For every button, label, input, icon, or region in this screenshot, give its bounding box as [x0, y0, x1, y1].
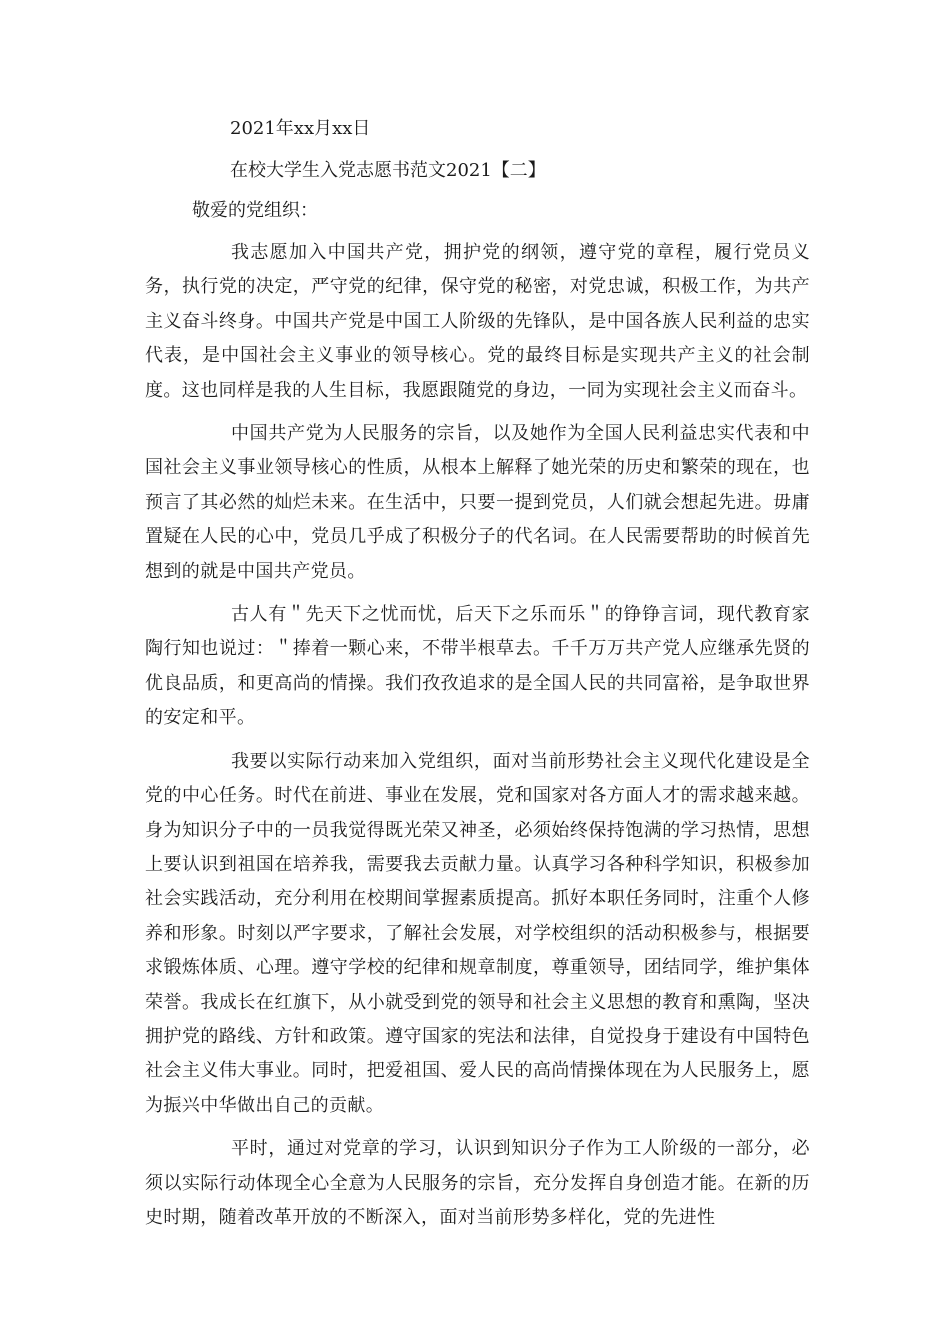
paragraph: 古人有＂先天下之忧而忧，后天下之乐而乐＂的铮铮言词，现代教育家陶行知也说过：＂捧着一颗心来，不带半根草去。千千万万共产党人应继承先贤的优良品质，和更高尚的情操。我们孜孜追求的是全国人民的共同富裕，是争取世界的安定和平。 — [145, 604, 810, 729]
letter-subtitle: 在校大学生入党志愿书范文2021【二】 — [230, 160, 546, 181]
date-line: 2021年xx月xx日 — [230, 118, 371, 139]
paragraph: 平时，通过对党章的学习，认识到知识分子作为工人阶级的一部分，必须以实际行动体现全心全意为人民服务的宗旨，充分发挥自身创造才能。在新的历史时期，随着改革开放的不断深入，面对当前形势多样化，党的先进性 — [145, 1138, 810, 1228]
paragraph: 我要以实际行动来加入党组织，面对当前形势社会主义现代化建设是全党的中心任务。时代在前进、事业在发展，党和国家对各方面人才的需求越来越。身为知识分子中的一员我觉得既光荣又神圣，必须始终保持饱满的学习热情，思想上要认识到祖国在培养我，需要我去贡献力量。认真学习各种科学知识，积极参加社会实践活动，充分利用在校期间掌握素质提高。抓好本职任务同时，注重个人修养和形象。时刻以严字要求，了解社会发展，对学校组织的活动积极参与，根据要求锻炼体质、心理。遵守学校的纪律和规章制度，尊重领导，团结同学，维护集体荣誉。我成长在红旗下，从小就受到党的领导和社会主义思想的教育和熏陶，坚决拥护党的路线、方针和政策。遵守国家的宪法和法律，自觉投身于建设有中国特色社会主义伟大事业。同时，把爱祖国、爱人民的高尚情操体现在为人民服务上，愿为振兴中华做出自己的贡献。 — [145, 750, 810, 1116]
letter-body — [145, 236, 810, 1244]
paragraph: 我志愿加入中国共产党，拥护党的纲领，遵守党的章程，履行党员义务，执行党的决定，严守党的纪律，保守党的秘密，对党忠诚，积极工作，为共产主义奋斗终身。中国共产党是中国工人阶级的先锋队，是中国各族人民利益的忠实代表，是中国社会主义事业的领导核心。党的最终目标是实现共产主义的社会制度。这也同样是我的人生目标，我愿跟随党的身边，一同为实现社会主义而奋斗。 — [145, 242, 810, 401]
salutation: 敬爱的党组织： — [192, 200, 318, 221]
paragraph: 中国共产党为人民服务的宗旨，以及她作为全国人民利益忠实代表和中国社会主义事业领导核心的性质，从根本上解释了她光荣的历史和繁荣的现在，也预言了其必然的灿烂未来。在生活中，只要一提到党员，人们就会想起先进。毋庸置疑在人民的心中，党员几乎成了积极分子的代名词。在人民需要帮助的时候首先想到的就是中国共产党员。 — [145, 423, 810, 582]
